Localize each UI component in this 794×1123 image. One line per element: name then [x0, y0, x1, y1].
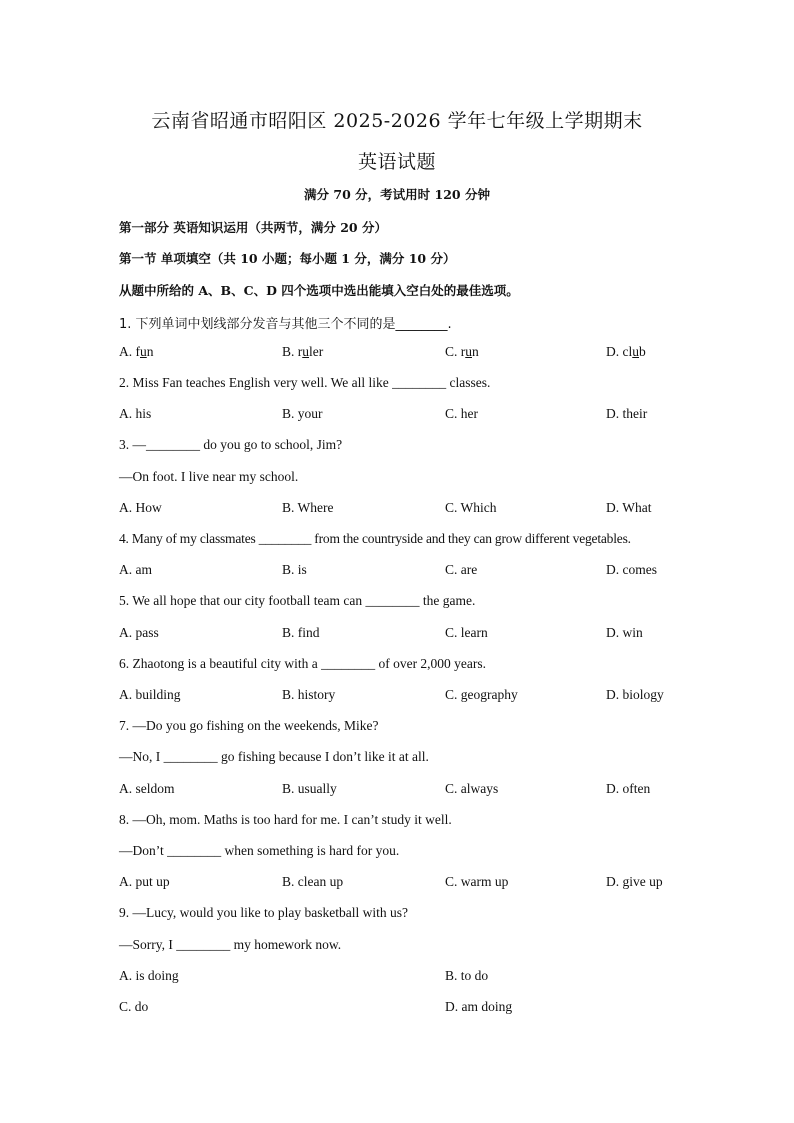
question-4-option-b: B. is — [282, 562, 307, 577]
question-5-option-d: D. win — [606, 625, 643, 640]
question-3-option-d: D. What — [606, 500, 652, 515]
question-8-option-d: D. give up — [606, 874, 663, 889]
question-5-stem: 5. We all hope that our city football team can ________ the game. — [119, 593, 476, 608]
question-8-option-c: C. warm up — [445, 874, 509, 889]
question-8-stem-reply: —Don’t ________ when something is hard for you. — [119, 843, 400, 858]
question-9-option-c: C. do — [119, 999, 149, 1014]
question-3-stem: 3. —________ do you go to school, Jim? — [119, 437, 343, 452]
question-6-option-b: B. history — [282, 687, 336, 702]
question-6-option-c: C. geography — [445, 687, 518, 702]
question-6-option-a: A. building — [119, 687, 181, 702]
question-4-stem: 4. Many of my classmates ________ from the countryside and they can grow different vegetables. — [119, 531, 631, 546]
question-6-stem: 6. Zhaotong is a beautiful city with a ________ of over 2,000 years. — [119, 656, 487, 671]
question-1-stem: 1. 下列单词中划线部分发音与其他三个不同的是________. — [119, 317, 452, 332]
question-1-option-c: C. run — [445, 344, 479, 359]
question-8-option-a: A. put up — [119, 874, 170, 889]
question-7-stem-reply: —No, I ________ go fishing because I don’t like it at all. — [119, 749, 429, 764]
question-4-option-a: A. am — [119, 562, 152, 577]
question-4-option-c: C. are — [445, 562, 478, 577]
question-9-stem-reply: —Sorry, I ________ my homework now. — [119, 937, 342, 952]
question-3-option-a: A. How — [119, 500, 162, 515]
question-3-option-b: B. Where — [282, 500, 334, 515]
question-3-option-c: C. Which — [445, 500, 497, 515]
section1-heading: 第一节 单项填空（共 10 小题；每小题 1 分，满分 10 分） — [119, 251, 456, 266]
question-1-option-b: B. ruler — [282, 344, 324, 359]
exam-title-line2: 英语试题 — [357, 151, 436, 173]
question-5-option-b: B. find — [282, 625, 320, 640]
question-9-option-a: A. is doing — [119, 968, 179, 983]
question-9-option-d: D. am doing — [445, 999, 513, 1014]
question-2-option-d: D. their — [606, 406, 648, 421]
question-5-option-c: C. learn — [445, 625, 488, 640]
exam-title-line1: 云南省昭通市昭阳区 2025-2026 学年七年级上学期期末 — [151, 110, 643, 132]
section1-instruction: 从题中所给的 A、B、C、D 四个选项中选出能填入空白处的最佳选项。 — [119, 283, 519, 298]
question-7-option-c: C. always — [445, 781, 499, 796]
question-2-option-b: B. your — [282, 406, 323, 421]
question-3-stem-reply: —On foot. I live near my school. — [119, 469, 299, 484]
exam-subtitle: 满分 70 分，考试用时 120 分钟 — [304, 187, 490, 202]
question-9-stem: 9. —Lucy, would you like to play basketball with us? — [119, 905, 408, 920]
question-6-option-d: D. biology — [606, 687, 664, 702]
question-7-stem: 7. —Do you go fishing on the weekends, Mike? — [119, 718, 379, 733]
question-7-option-b: B. usually — [282, 781, 337, 796]
question-4-option-d: D. comes — [606, 562, 657, 577]
question-1-option-a: A. fun — [119, 344, 154, 359]
question-2-option-a: A. his — [119, 406, 152, 421]
question-8-option-b: B. clean up — [282, 874, 344, 889]
question-2-stem: 2. Miss Fan teaches English very well. We all like ________ classes. — [119, 375, 491, 390]
question-2-option-c: C. her — [445, 406, 478, 421]
question-7-option-d: D. often — [606, 781, 651, 796]
question-9-option-b: B. to do — [445, 968, 489, 983]
question-8-stem: 8. —Oh, mom. Maths is too hard for me. I can’t study it well. — [119, 812, 452, 827]
question-7-option-a: A. seldom — [119, 781, 175, 796]
part1-heading: 第一部分 英语知识运用（共两节，满分 20 分） — [119, 220, 387, 235]
question-5-option-a: A. pass — [119, 625, 159, 640]
question-1-option-d: D. club — [606, 344, 646, 359]
